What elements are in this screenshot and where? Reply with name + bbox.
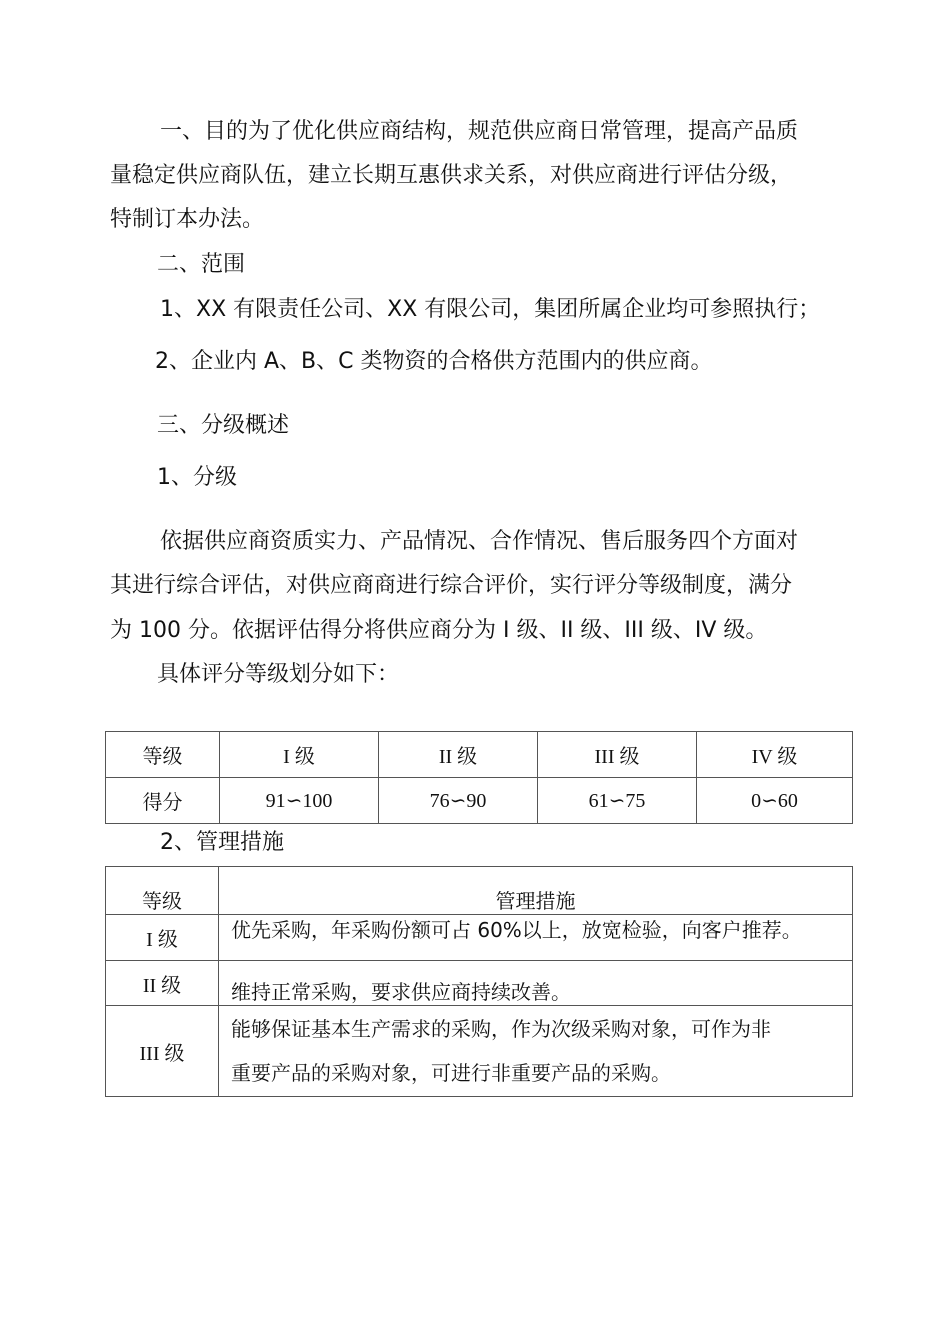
measures-subheading: 2、管理措施 <box>160 830 284 855</box>
classification-heading: 三、分级概述 <box>157 413 290 438</box>
purpose-line-2: 量稳定供应商队伍，建立长期互惠供求关系，对供应商进行评估分级， <box>110 163 793 188</box>
grade-i-measure-cell <box>219 915 853 961</box>
grade-iii-cell: III 级 <box>538 732 697 778</box>
score-iii-cell: 61∽75 <box>538 778 697 824</box>
scope-item-1: 1、XX 有限责任公司、XX 有限公司，集团所属企业均可参照执行； <box>160 297 821 322</box>
grade-iii-measure-line-2: 重要产品的采购对象，可进行非重要产品的采购。 <box>231 1061 671 1085</box>
grade-ii-cell: II 级 <box>379 732 538 778</box>
purpose-line-3: 特制订本办法。 <box>110 207 265 232</box>
grade-label-cell: 等级 <box>106 732 220 778</box>
scope-item-2: 2、企业内 A、B、C 类物资的合格供方范围内的供应商。 <box>155 349 713 374</box>
grade-iii-cell: III 级 <box>106 1006 219 1097</box>
table-row <box>106 915 853 961</box>
table-row <box>106 778 853 824</box>
grade-iv-cell: IV 级 <box>697 732 853 778</box>
score-iv-cell: 0∽60 <box>697 778 853 824</box>
grade-i-measure-text: 优先采购，年采购份额可占 60%以上，放宽检验，向客户推荐。 <box>231 918 802 942</box>
grade-iii-measure-line-1: 能够保证基本生产需求的采购，作为次级采购对象，可作为非 <box>231 1017 771 1041</box>
grade-i-cell: I 级 <box>106 915 219 961</box>
grade-iii-measure-cell <box>219 1006 853 1097</box>
header-grade-cell: 等级 <box>106 867 219 915</box>
grading-line-2: 其进行综合评估，对供应商商进行综合评价，实行评分等级制度，满分 <box>110 573 793 598</box>
table-row <box>106 867 853 915</box>
table-row <box>106 732 853 778</box>
grade-ii-measure-cell: 维持正常采购，要求供应商持续改善。 <box>219 961 853 1006</box>
grading-line-4: 具体评分等级划分如下： <box>157 662 400 687</box>
grading-subheading: 1、分级 <box>157 465 237 490</box>
table-row <box>106 1006 853 1097</box>
score-ii-cell: 76∽90 <box>379 778 538 824</box>
management-measures-table <box>105 866 853 1097</box>
grading-line-3: 为 100 分。依据评估得分将供应商分为 I 级、II 级、III 级、IV 级。 <box>110 618 768 643</box>
purpose-line-1: 一、目的为了优化供应商结构，规范供应商日常管理，提高产品质 <box>160 119 799 144</box>
header-measures-cell: 管理措施 <box>219 867 853 915</box>
score-i-cell: 91∽100 <box>220 778 379 824</box>
grade-i-cell: I 级 <box>220 732 379 778</box>
grading-line-1: 依据供应商资质实力、产品情况、合作情况、售后服务四个方面对 <box>160 529 799 554</box>
grade-ii-cell: II 级 <box>106 961 219 1006</box>
score-label-cell: 得分 <box>106 778 220 824</box>
table-row <box>106 961 853 1006</box>
scope-heading: 二、范围 <box>157 252 246 277</box>
grade-score-table <box>105 731 853 824</box>
